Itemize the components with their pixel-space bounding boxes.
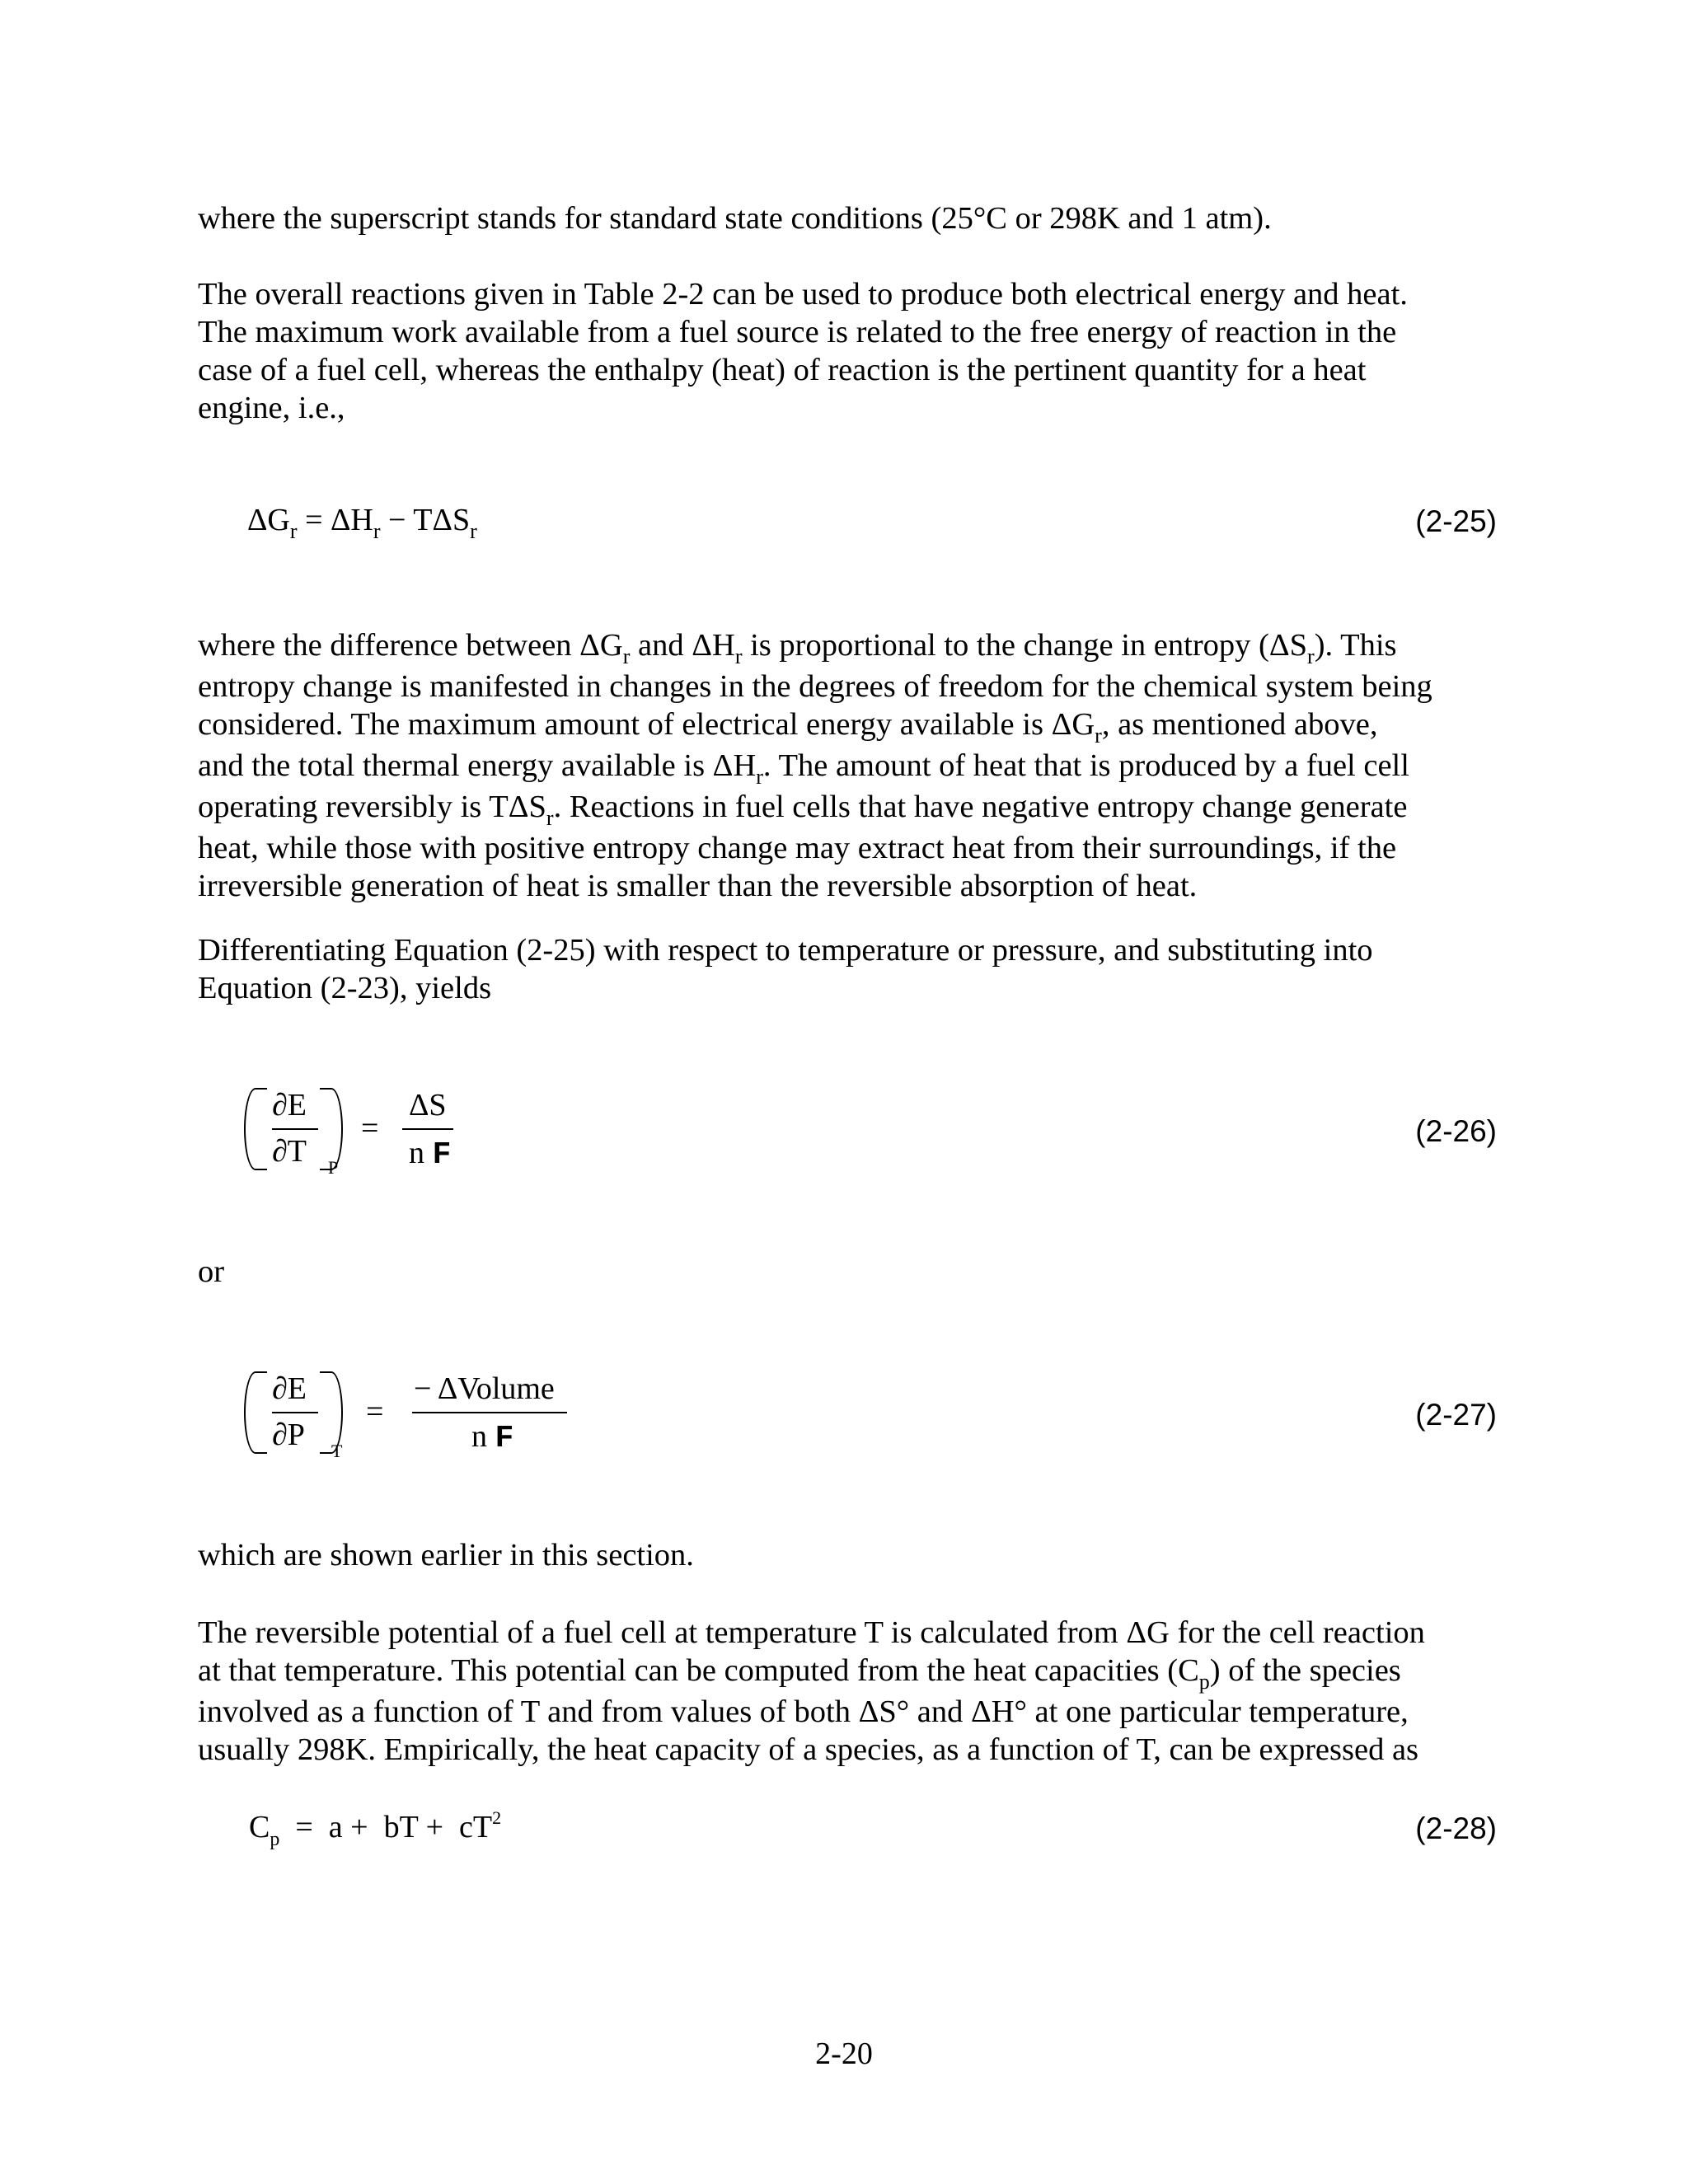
equation-number: (2-28) <box>1415 1811 1497 1845</box>
text-line <box>198 1652 1500 1693</box>
subscript: r <box>756 765 763 789</box>
eq-subscript: T <box>331 1441 343 1461</box>
equation-number: (2-27) <box>1415 1398 1497 1432</box>
text-line: engine, i.e., <box>198 391 345 425</box>
text-line <box>198 788 1500 829</box>
text-line: The maximum work available from a fuel source is related to the free energy of reaction in the <box>198 315 1397 349</box>
eq-subscript: P <box>328 1157 339 1178</box>
text-line: Differentiating Equation (2-25) with respect to temperature or pressure, and substituting into <box>198 933 1373 968</box>
equals-sign: = <box>366 1394 384 1429</box>
subscript: p <box>1198 1670 1210 1694</box>
text-line: The reversible potential of a fuel cell at temperature T is calculated from ΔG for the cell reaction <box>198 1615 1425 1650</box>
eq-subscript: r <box>289 519 298 543</box>
fraction-bar <box>272 1128 318 1130</box>
equation-number: (2-26) <box>1415 1114 1497 1148</box>
text-run: ). This <box>1314 628 1397 663</box>
fraction-bar <box>402 1128 453 1130</box>
text-run: and the total thermal energy available is ΔH <box>198 748 757 783</box>
eq-term: C <box>249 1810 270 1844</box>
fraction-numerator: ΔS <box>409 1088 447 1122</box>
derivative-numerator: ∂E <box>272 1371 307 1406</box>
equation-2-25 <box>247 503 477 543</box>
paragraph-entropy <box>198 626 1500 905</box>
text-line <box>198 705 1500 747</box>
derivative-denominator: ∂P <box>272 1418 305 1452</box>
page-number: 2-20 <box>815 2036 873 2071</box>
paragraph-reversible-potential <box>198 1614 1500 1769</box>
text-run: , as mentioned above, <box>1101 707 1378 742</box>
text-line <box>198 747 1500 788</box>
text-run: operating reversibly is TΔS <box>198 790 546 824</box>
paragraph-shown-earlier: which are shown earlier in this section. <box>198 1538 694 1572</box>
paragraph-differentiating <box>198 931 1500 1007</box>
eq-term: n <box>409 1136 424 1170</box>
equation-number: (2-25) <box>1415 504 1497 538</box>
faraday-constant: F <box>495 1421 514 1456</box>
text-line: Equation (2-23), yields <box>198 971 492 1005</box>
equals-sign: = <box>361 1111 379 1146</box>
subscript: r <box>546 806 554 830</box>
text-line: usually 298K. Empirically, the heat capacity of a species, as a function of T, can be expressed as <box>198 1732 1419 1767</box>
fraction-denominator <box>471 1421 513 1455</box>
text-line: entropy change is manifested in changes in the degrees of freedom for the chemical system being <box>198 669 1432 704</box>
text-run: where the difference between ΔG <box>198 628 623 663</box>
left-parenthesis <box>244 1088 267 1170</box>
fraction-bar <box>272 1412 318 1413</box>
equation-2-27 <box>244 1371 656 1470</box>
derivative-denominator: ∂T <box>272 1134 307 1169</box>
text-line <box>198 626 1500 668</box>
eq-subscript: p <box>270 1829 280 1850</box>
subscript: r <box>1307 644 1315 668</box>
text-line: case of a fuel cell, whereas the enthalpy (heat) of reaction is the pertinent quantity for a heat <box>198 353 1367 387</box>
text-line: involved as a function of T and from values of both ΔS° and ΔH° at one particular temperature, <box>198 1694 1409 1729</box>
paragraph-overall-reactions <box>198 275 1500 427</box>
text-run: . Reactions in fuel cells that have negative entropy change generate <box>553 790 1408 824</box>
fraction-numerator: − ΔVolume <box>414 1371 555 1406</box>
faraday-constant: F <box>432 1137 452 1173</box>
fraction-denominator <box>409 1137 451 1171</box>
text-run: at that temperature. This potential can be computed from the heat capacities (C <box>198 1653 1199 1688</box>
left-parenthesis <box>244 1371 267 1454</box>
subscript: r <box>734 644 743 668</box>
fraction-bar <box>412 1412 567 1413</box>
text-run: . The amount of heat that is produced by a fuel cell <box>762 748 1409 783</box>
eq-superscript: 2 <box>492 1807 502 1828</box>
eq-subscript: r <box>373 519 381 543</box>
subscript: r <box>1095 724 1102 748</box>
paragraph-standard-state: where the superscript stands for standard state conditions (25°C or 298K and 1 atm). <box>198 201 1272 236</box>
connector-text: or <box>198 1254 225 1289</box>
text-run: considered. The maximum amount of electrical energy available is ΔG <box>198 707 1095 742</box>
eq-term: n <box>471 1419 487 1454</box>
derivative-numerator: ∂E <box>272 1088 307 1122</box>
text-run: and ΔH <box>630 628 735 663</box>
text-run: is proportional to the change in entropy (ΔS <box>742 628 1308 663</box>
text-line: heat, while those with positive entropy change may extract heat from their surroundings, if the <box>198 831 1397 865</box>
eq-term: − TΔS <box>380 503 471 537</box>
text-line: The overall reactions given in Table 2-2 can be used to produce both electrical energy and heat. <box>198 277 1408 312</box>
subscript: r <box>622 644 631 668</box>
equation-2-26 <box>244 1088 607 1187</box>
eq-subscript: r <box>470 519 477 543</box>
eq-term: = a + bT + cT <box>295 1810 493 1844</box>
text-run: ) of the species <box>1209 1653 1401 1688</box>
eq-term: ΔG <box>247 503 290 537</box>
equation-2-28 <box>249 1807 502 1850</box>
text-line: irreversible generation of heat is smaller than the reversible absorption of heat. <box>198 869 1198 903</box>
eq-term: = ΔH <box>297 503 373 537</box>
